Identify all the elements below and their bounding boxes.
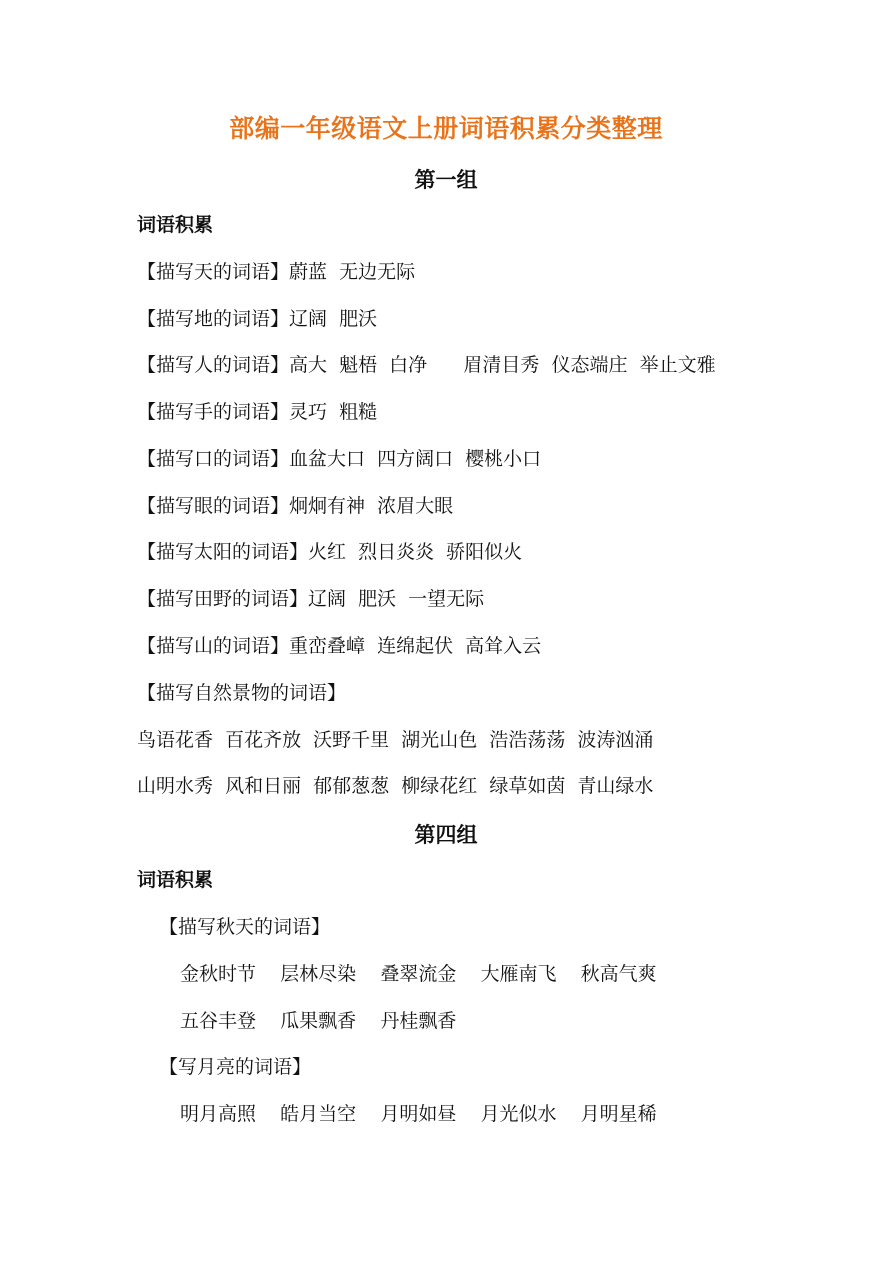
entry-eyes — [137, 497, 453, 516]
entry-nature — [137, 684, 346, 703]
nature-words-line-1: 鸟语花香 百花齐放 沃野千里 湖光山色 浩浩荡荡 波涛汹涌 — [137, 729, 654, 751]
entry-fields — [137, 590, 484, 609]
entry-label: 【描写眼的词语】 — [137, 495, 290, 517]
entry-words: 灵巧 粗糙 — [289, 401, 378, 423]
entry-label: 【描写地的词语】 — [137, 308, 290, 330]
entry-label: 【描写田野的词语】 — [137, 588, 309, 610]
group-heading-4: 第四组 — [414, 823, 478, 847]
entry-label: 【描写山的词语】 — [137, 635, 290, 657]
group-heading-1: 第一组 — [414, 168, 478, 192]
entry-hand — [137, 403, 377, 422]
entry-label: 【描写手的词语】 — [137, 401, 290, 423]
entry-words: 辽阔 肥沃 一望无际 — [308, 588, 485, 610]
entry-words: 辽阔 肥沃 — [289, 308, 378, 330]
entry-label: 【描写人的词语】 — [137, 354, 290, 376]
entry-label: 【描写口的词语】 — [137, 448, 290, 470]
autumn-label: 【描写秋天的词语】 — [159, 916, 331, 938]
entry-words: 蔚蓝 无边无际 — [289, 261, 416, 283]
entry-mountain — [137, 637, 541, 656]
entry-person — [137, 356, 716, 375]
entry-words: 高大 魁梧 白净 眉清目秀 仪态端庄 举止文雅 — [289, 354, 716, 376]
entry-words: 血盆大口 四方阔口 樱桃小口 — [289, 448, 542, 470]
entry-sun — [137, 543, 522, 562]
document-title: 部编一年级语文上册词语积累分类整理 — [229, 114, 663, 143]
entry-words: 火红 烈日炎炎 骄阳似火 — [308, 541, 523, 563]
entry-words: 重峦叠嶂 连绵起伏 高耸入云 — [289, 635, 542, 657]
entry-label: 【描写太阳的词语】 — [137, 541, 309, 563]
entry-words: 炯炯有神 浓眉大眼 — [289, 495, 454, 517]
entry-mouth — [137, 450, 541, 469]
nature-words-line-2: 山明水秀 风和日丽 郁郁葱葱 柳绿花红 绿草如茵 青山绿水 — [137, 775, 654, 797]
entry-label: 【描写自然景物的词语】 — [137, 682, 347, 704]
moon-label: 【写月亮的词语】 — [159, 1056, 312, 1078]
moon-words-line-1: 明月高照 皓月当空 月明如昼 月光似水 月明星稀 — [180, 1103, 657, 1125]
autumn-words-line-1: 金秋时节 层林尽染 叠翠流金 大雁南飞 秋高气爽 — [180, 963, 657, 985]
autumn-words-line-2: 五谷丰登 瓜果飘香 丹桂飘香 — [180, 1010, 457, 1032]
entry-land — [137, 310, 377, 329]
entry-label: 【描写天的词语】 — [137, 261, 290, 283]
section-heading-4: 词语积累 — [137, 869, 214, 891]
entry-sky — [137, 263, 415, 282]
section-heading-1: 词语积累 — [137, 214, 214, 236]
